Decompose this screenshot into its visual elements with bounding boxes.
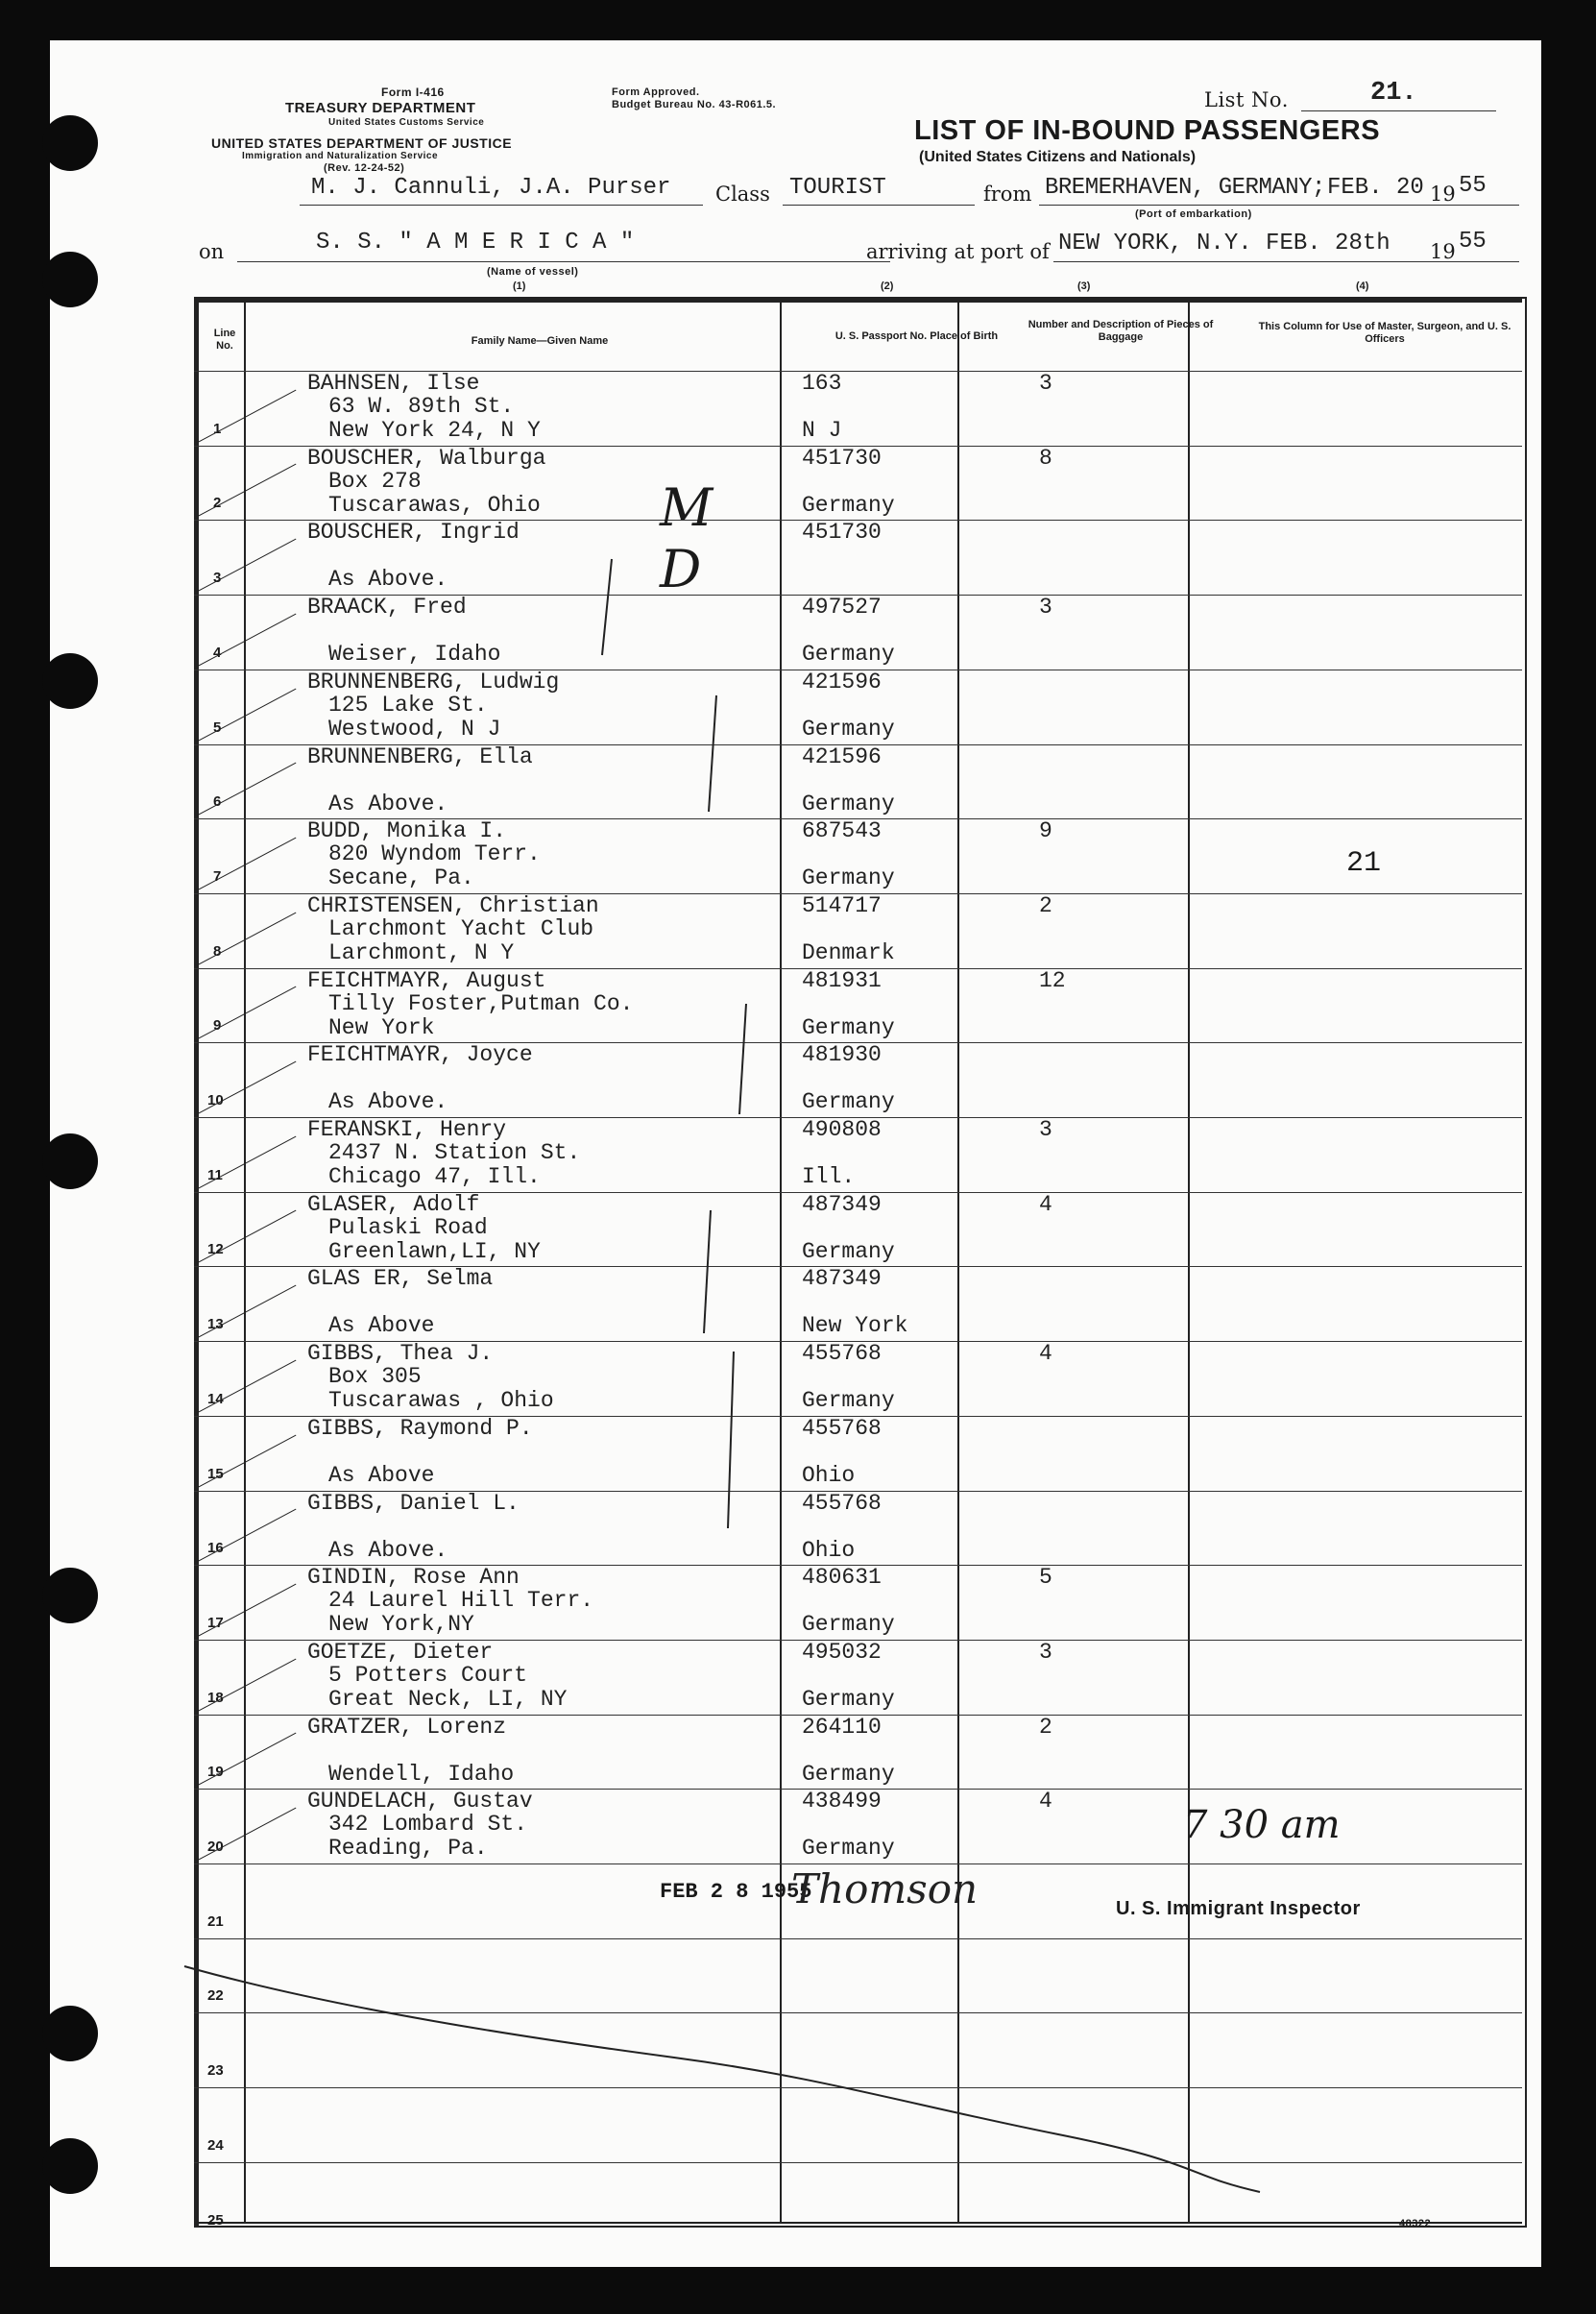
passenger-address-2: Wendell, Idaho: [328, 1761, 515, 1787]
baggage-count: 2: [1039, 892, 1052, 918]
passport-number: 497527: [802, 595, 882, 621]
passenger-address-2: New York 24, N Y: [328, 418, 541, 443]
baggage-count: 3: [1039, 1639, 1052, 1665]
passenger-name: FERANSKI, Henry: [307, 1117, 507, 1142]
passport-number: 163: [802, 371, 842, 396]
col-num-4: (4): [1356, 280, 1369, 292]
column-divider: [957, 297, 959, 2224]
line-number: 9: [213, 1017, 222, 1035]
binder-hole-3: [42, 653, 98, 709]
passport-number: 487349: [802, 1191, 882, 1217]
baggage-count: 2: [1039, 1714, 1052, 1740]
footer-code: 48322: [1399, 2218, 1432, 2229]
line-number: 5: [213, 719, 222, 736]
inspector-signature: Thomson: [791, 1865, 979, 1912]
from-underline: [1039, 205, 1519, 206]
passport-number: 455768: [802, 1341, 882, 1367]
place-of-birth: Germany: [802, 791, 895, 816]
manifest-sheet: [50, 40, 1541, 2267]
place-of-birth: Germany: [802, 1836, 895, 1862]
col-num-3: (3): [1077, 280, 1091, 292]
line-number: 19: [207, 1764, 224, 1781]
line-number: 23: [207, 2062, 224, 2080]
embarkation-port: BREMERHAVEN, GERMANY;: [1045, 175, 1325, 201]
passenger-address-2: New York: [328, 1014, 435, 1040]
list-no-underline: [1301, 110, 1496, 111]
baggage-count: 12: [1039, 967, 1066, 993]
officer-note-21: 21: [1346, 847, 1382, 880]
passenger-address-2: As Above.: [328, 567, 448, 593]
passenger-name: BAHNSEN, Ilse: [307, 371, 480, 396]
binder-hole-6: [42, 2006, 98, 2061]
line-number: 4: [213, 644, 222, 661]
place-of-birth: Ill.: [802, 1164, 856, 1189]
purser-name: M. J. Cannuli, J.A. Purser: [311, 175, 671, 201]
arrival-year: 55: [1459, 229, 1487, 255]
passenger-address-2: Tuscarawas , Ohio: [328, 1388, 554, 1414]
passport-number: 514717: [802, 892, 882, 918]
on-label: on: [199, 240, 225, 263]
line-number: 11: [207, 1166, 223, 1183]
row-separator: [194, 2012, 1522, 2013]
binder-hole-1: [42, 115, 98, 171]
passenger-address-1: 125 Lake St.: [328, 692, 488, 718]
passport-number: 455768: [802, 1415, 882, 1441]
row-separator: [194, 2087, 1522, 2088]
passenger-address-1: Box 278: [328, 468, 422, 494]
passport-number: 264110: [802, 1714, 882, 1740]
class-label: Class: [715, 183, 770, 206]
passenger-address-2: Chicago 47, Ill.: [328, 1164, 541, 1189]
passport-number: 481930: [802, 1042, 882, 1068]
column-divider: [244, 297, 246, 2224]
place-of-birth: Denmark: [802, 939, 895, 965]
place-of-birth: Germany: [802, 1238, 895, 1264]
place-of-birth: Germany: [802, 642, 895, 668]
list-no-value: 21.: [1370, 79, 1417, 108]
place-of-birth: Germany: [802, 1612, 895, 1638]
vessel-underline: [237, 261, 890, 262]
passenger-name: CHRISTENSEN, Christian: [307, 892, 599, 918]
baggage-count: 9: [1039, 818, 1052, 844]
passenger-name: BOUSCHER, Ingrid: [307, 520, 520, 546]
passenger-name: BRUNNENBERG, Ludwig: [307, 669, 560, 694]
place-of-birth: Ohio: [802, 1537, 856, 1563]
line-number: 17: [207, 1614, 224, 1631]
passenger-name: FEICHTMAYR, Joyce: [307, 1042, 533, 1068]
arrival-time-note: 7 30 am: [1183, 1803, 1341, 1847]
arriving-label: arriving at port of: [866, 240, 1050, 263]
class-underline: [783, 205, 975, 206]
passport-number: 487349: [802, 1266, 882, 1292]
place-of-birth: Germany: [802, 1089, 895, 1115]
passenger-address-1: Tilly Foster,Putman Co.: [328, 990, 634, 1016]
baggage-count: 4: [1039, 1341, 1052, 1367]
passenger-name: GLAS ER, Selma: [307, 1266, 494, 1292]
budget-bureau: Budget Bureau No. 43-R061.5.: [612, 99, 777, 110]
line-number: 24: [207, 2136, 224, 2154]
list-no-label: List No.: [1204, 88, 1289, 111]
col-header-officers: This Column for Use of Master, Surgeon, and U. S. Officers: [1258, 321, 1511, 345]
year-prefix-2: 19: [1430, 240, 1456, 263]
class-value: TOURIST: [789, 175, 886, 201]
line-number: 16: [207, 1540, 224, 1557]
passport-number: 451730: [802, 445, 882, 471]
table-top-rule-2: [194, 302, 1522, 303]
form-number: Form I-416: [381, 85, 445, 99]
passport-number: 421596: [802, 669, 882, 694]
place-of-birth: N J: [802, 418, 842, 443]
passenger-address-2: As Above.: [328, 791, 448, 816]
place-of-birth: Germany: [802, 1761, 895, 1787]
place-of-birth: Germany: [802, 865, 895, 891]
baggage-count: 3: [1039, 1117, 1052, 1142]
place-of-birth: Germany: [802, 716, 895, 742]
form-approved: Form Approved.: [612, 86, 700, 98]
column-divider: [1188, 297, 1190, 2224]
line-number: 1: [213, 420, 222, 437]
line-number: 10: [207, 1092, 224, 1108]
passenger-address-1: 820 Wyndom Terr.: [328, 841, 541, 867]
line-number: 15: [207, 1465, 224, 1482]
ins-service: Immigration and Naturalization Service: [242, 151, 439, 161]
justice-department: UNITED STATES DEPARTMENT OF JUSTICE: [211, 135, 513, 151]
page-subtitle: (United States Citizens and Nationals): [919, 149, 1197, 165]
col-header-line: Line No.: [213, 328, 236, 352]
passenger-name: FEICHTMAYR, August: [307, 967, 546, 993]
passenger-address-2: As Above.: [328, 1089, 448, 1115]
passenger-name: GLASER, Adolf: [307, 1191, 480, 1217]
passenger-address-2: New York,NY: [328, 1612, 474, 1638]
passenger-address-2: Secane, Pa.: [328, 865, 474, 891]
arrival-port: NEW YORK, N.Y. FEB. 28th: [1058, 231, 1390, 256]
inspection-date-stamp: FEB 2 8 1955: [660, 1880, 812, 1904]
baggage-count: 8: [1039, 445, 1052, 471]
passenger-address-2: Tuscarawas, Ohio: [328, 492, 541, 518]
passenger-address-1: 24 Laurel Hill Terr.: [328, 1588, 594, 1614]
place-of-birth: Germany: [802, 492, 895, 518]
col-num-1: (1): [513, 280, 526, 292]
place-of-birth: Germany: [802, 1686, 895, 1712]
year-prefix-1: 19: [1430, 183, 1456, 206]
vessel-name: S. S. " A M E R I C A ": [316, 230, 635, 256]
line-number: 8: [213, 942, 222, 960]
line-number: 25: [207, 2211, 224, 2229]
col-header-baggage: Number and Description of Pieces of Baggage: [1028, 319, 1214, 343]
line-number: 3: [213, 570, 222, 587]
line-number: 14: [207, 1390, 224, 1407]
place-of-birth: Ohio: [802, 1462, 856, 1488]
col-header-passport: U. S. Passport No. Place of Birth: [834, 330, 999, 342]
revision-date: (Rev. 12-24-52): [324, 162, 405, 174]
place-of-birth: New York: [802, 1313, 908, 1339]
passenger-name: GIBBS, Raymond P.: [307, 1415, 533, 1441]
passenger-address-2: Reading, Pa.: [328, 1836, 488, 1862]
baggage-count: 3: [1039, 371, 1052, 396]
embarkation-year: 55: [1459, 173, 1487, 199]
md-mark: M D: [660, 477, 713, 599]
binder-hole-5: [42, 1568, 98, 1623]
inspector-title: U. S. Immigrant Inspector: [1116, 1898, 1361, 1919]
column-divider: [780, 297, 782, 2224]
baggage-count: 4: [1039, 1191, 1052, 1217]
place-of-birth: Germany: [802, 1014, 895, 1040]
passenger-name: GRATZER, Lorenz: [307, 1714, 507, 1740]
passenger-address-2: As Above: [328, 1462, 435, 1488]
page-title: LIST OF IN-BOUND PASSENGERS: [914, 115, 1381, 146]
passenger-address-2: Larchmont, N Y: [328, 939, 515, 965]
passport-number: 451730: [802, 520, 882, 546]
baggage-count: 5: [1039, 1565, 1052, 1591]
passenger-name: BRAACK, Fred: [307, 595, 467, 621]
passenger-name: GIBBS, Thea J.: [307, 1341, 494, 1367]
table-bottom-rule: [194, 2222, 1522, 2224]
arrival-underline: [1053, 261, 1519, 262]
passenger-name: GIBBS, Daniel L.: [307, 1490, 520, 1516]
row-separator: [194, 1938, 1522, 1939]
passenger-address-1: Box 305: [328, 1364, 422, 1390]
binder-hole-4: [42, 1133, 98, 1189]
passenger-name: BUDD, Monika I.: [307, 818, 507, 844]
port-embarkation-note: (Port of embarkation): [1135, 208, 1252, 220]
passenger-address-2: Weiser, Idaho: [328, 642, 501, 668]
line-number: 7: [213, 867, 222, 885]
embarkation-date: FEB. 20: [1327, 175, 1424, 201]
customs-service: United States Customs Service: [328, 117, 485, 128]
passenger-address-2: Greenlawn,LI, NY: [328, 1238, 541, 1264]
passport-number: 480631: [802, 1565, 882, 1591]
line-number: 18: [207, 1689, 224, 1706]
passenger-address-1: Pulaski Road: [328, 1214, 488, 1240]
passenger-name: GOETZE, Dieter: [307, 1639, 494, 1665]
passenger-address-1: 342 Lombard St.: [328, 1812, 528, 1838]
passenger-name: BOUSCHER, Walburga: [307, 445, 546, 471]
row-separator: [194, 2162, 1522, 2163]
passport-number: 421596: [802, 743, 882, 769]
binder-hole-2: [42, 252, 98, 307]
passport-number: 490808: [802, 1117, 882, 1142]
passenger-address-1: Larchmont Yacht Club: [328, 915, 594, 941]
baggage-count: 4: [1039, 1789, 1052, 1815]
from-label: from: [983, 183, 1032, 206]
vessel-note: (Name of vessel): [487, 266, 579, 278]
treasury-department: TREASURY DEPARTMENT: [285, 100, 476, 116]
passenger-address-1: 2437 N. Station St.: [328, 1140, 581, 1165]
passenger-address-2: As Above.: [328, 1537, 448, 1563]
passenger-name: GINDIN, Rose Ann: [307, 1565, 520, 1591]
passenger-address-2: Westwood, N J: [328, 716, 501, 742]
passport-number: 481931: [802, 967, 882, 993]
line-number: 12: [207, 1241, 224, 1258]
purser-underline: [300, 205, 703, 206]
passport-number: 438499: [802, 1789, 882, 1815]
line-number: 21: [207, 1912, 224, 1930]
passenger-address-1: 5 Potters Court: [328, 1662, 528, 1688]
passenger-name: BRUNNENBERG, Ella: [307, 743, 533, 769]
place-of-birth: Germany: [802, 1388, 895, 1414]
passenger-name: GUNDELACH, Gustav: [307, 1789, 533, 1815]
passport-number: 455768: [802, 1490, 882, 1516]
line-number: 22: [207, 1987, 224, 2005]
line-number: 6: [213, 793, 222, 811]
row-separator: [194, 1863, 1522, 1864]
line-number: 13: [207, 1316, 224, 1333]
col-header-name: Family Name—Given Name: [471, 335, 609, 347]
passenger-address-2: Great Neck, LI, NY: [328, 1686, 568, 1712]
passport-number: 495032: [802, 1639, 882, 1665]
binder-hole-7: [42, 2138, 98, 2194]
passport-number: 687543: [802, 818, 882, 844]
passenger-address-2: As Above: [328, 1313, 435, 1339]
baggage-count: 3: [1039, 595, 1052, 621]
line-number: 2: [213, 495, 222, 512]
line-number: 20: [207, 1839, 224, 1855]
col-num-2: (2): [881, 280, 894, 292]
passenger-address-1: 63 W. 89th St.: [328, 394, 515, 419]
